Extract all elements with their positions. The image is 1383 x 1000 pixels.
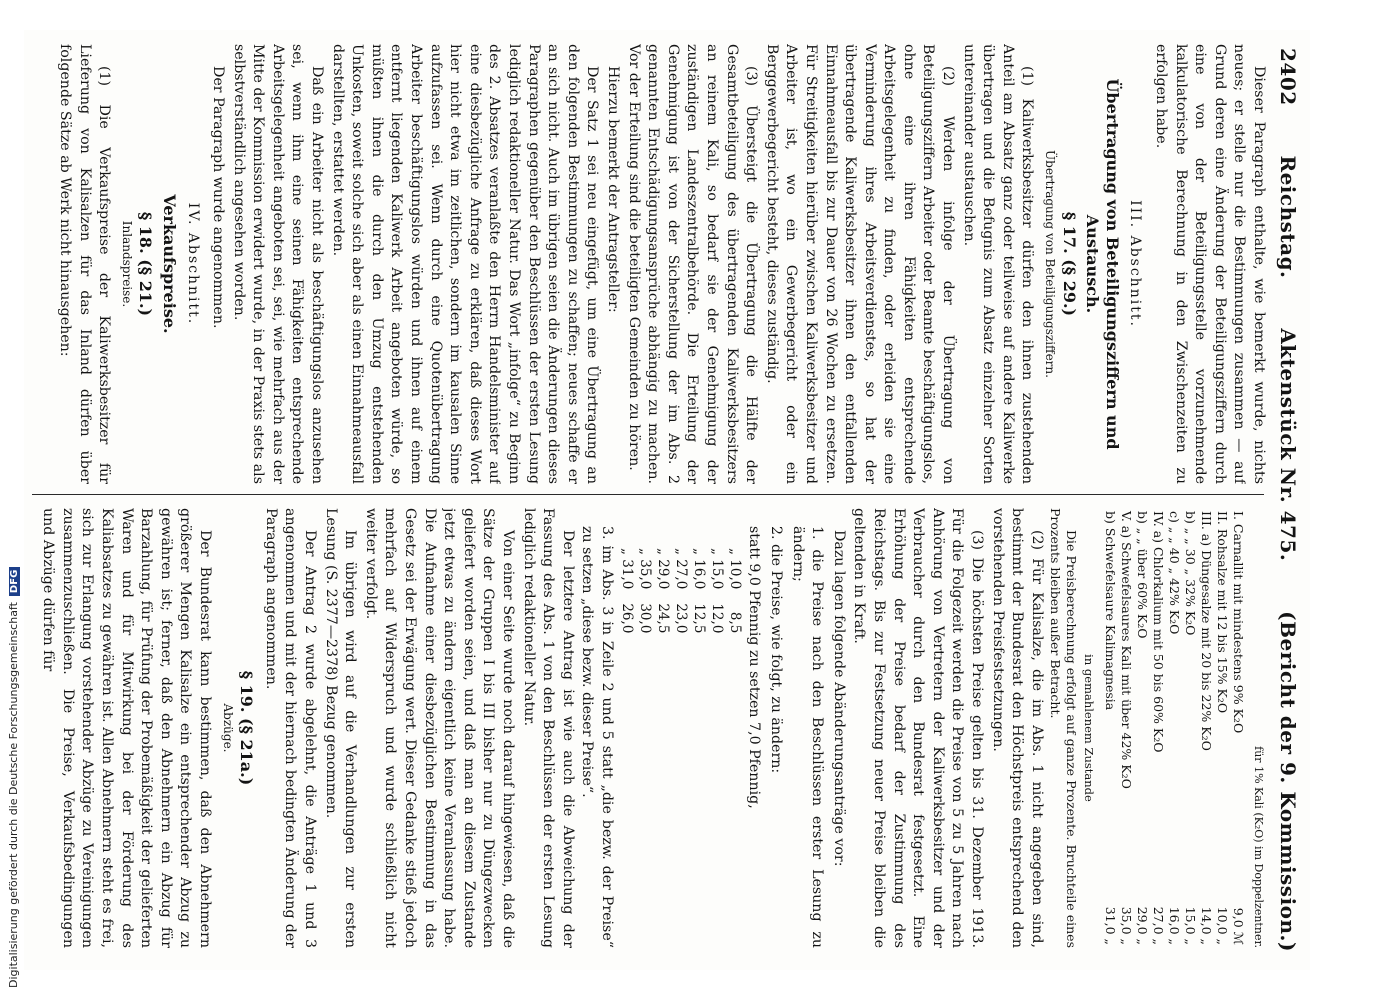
paragraph-accepted: Der Paragraph wurde angenommen. (210, 66, 227, 329)
amendment-3: 3. im Abs. 3 in Zeile 2 und 5 statt „die bezw. der Preise“ zu setzen „diese bezw. dieser Preise“. (579, 526, 615, 948)
price-brace-note: in gemahlenem Zustande (1082, 654, 1097, 802)
paragraph-17-clause-3: (3) Übersteigt die Übertragung die Hälfte der Gesamtbeteiligung des übertragenden Kaliwerksbesitzers an reinem Kali, so bedarf sie der Genehmigung der zuständigen Landeszentralbehörde. Die Erteilung der Genehmigung ist von der Sicherstellung der im Abs. 2 genannten Entschädigungsansprüche abhängig zu machen. Vor der Erteilung sind die beteiligten Gemeinden zu hören. (625, 44, 760, 484)
price-value: 9,0 ℳ (1231, 907, 1247, 945)
commentary-1: Der letztere Antrag ist wie auch die Abweichung der Fassung des Abs. 1 von den Beschlüssen der ersten Lesung lediglich redaktioneller Natur. (520, 508, 576, 948)
price-value: 35,0 „ (1119, 906, 1135, 945)
report-title: (Bericht der 9. Kommission.) (1276, 611, 1300, 952)
price-row (1134, 508, 1150, 948)
section-iii-label: III. Abschnitt. (1127, 200, 1144, 328)
rate-row (654, 548, 672, 647)
rate-to: 8,5 (726, 611, 743, 634)
digitization-credit-strip (0, 0, 24, 1000)
price-label: I. Carnallit mit mindestens 9% K₂O (1231, 511, 1247, 734)
document-number: Aktenstück Nr. 475. (1276, 328, 1300, 562)
rate-to: 23,0 (672, 603, 689, 634)
price-row (1182, 508, 1198, 948)
rates-intro: statt 9,0 Pfennig zu setzen 7,0 Pfennig, (746, 526, 763, 809)
rate-from: „ 31,0 (618, 548, 635, 590)
rate-row (708, 548, 726, 647)
rate-from: „ 35,0 (636, 548, 653, 590)
paragraph-17-title: § 17. (§ 29.) (1059, 211, 1079, 317)
rate-from: „ 15,0 (708, 548, 725, 590)
page-header (1272, 48, 1304, 952)
proposer-remark-1: Der Satz 1 sei neu eingefügt, um eine Übertragung an den folgenden Bestimmungen zu schaffen; neues schaffe er an sich nicht. Auch im übrigen seien die Änderungen dieses Paragraphen gegenüber den Beschlüssen der ersten Lesung lediglich redaktioneller Natur. Das Wort „infolge“ zu Beginn des 2. Absatzes veranlaßte den Herrn Handelsminister auf eine diesbezügliche Anfrage zu erklären, daß dieses Wort hier nicht etwa im zeitlichen, sondern im kausalen Sinne aufzufassen sei. Wenn durch eine Quotenübertragung Arbeiter beschäftigungslos würden und ihnen auf einem entfernt liegenden Kaliwerk Arbeit angeboten würde, so müßten ihnen die durch den Umzug entstehenden Unkosten, soweit solche sich aber als einen Einnahmeausfall darstellten, erstattet werden. (329, 44, 601, 484)
rate-row (636, 548, 654, 647)
dfg-logo: DFG (9, 567, 20, 596)
paragraph-17-clause-2: (2) Werden infolge der Übertragung von Beteiligungsziffern Arbeiter oder Beamte beschäftigungslos, ohne eine ihren Fähigkeiten entsprechende Arbeitsgelegenheit zu finden, oder erleiden sie eine Verminderung ihres Arbeitsverdienstes, so hat der übertragende Kaliwerksbesitzer ihnen den entfallenden Einnahmeausfall bis zur Dauer von 26 Wochen zu ersetzen. Für Streitigkeiten hierüber zwischen Kaliwerksbesitzer und Arbeiter ist, wo ein Gewerbegericht oder ein Berggewerbegericht besteht, dieses zuständig. (763, 44, 957, 484)
price-row (1230, 508, 1246, 948)
price-value: 27,0 „ (1151, 906, 1167, 945)
proposer-remark-2: Daß ein Arbeiter nicht als beschäftigungslos anzusehen sei, wenn ihm eine seinen Fähigkeiten entsprechende Arbeitsgelegenheit angeboten sei, sei, wie mehrfach aus der Mitte der Kommission erwidert wurde, in der Praxis stets als selbstverständlich angesehen worden. (230, 44, 326, 484)
column-divider (32, 494, 1264, 495)
section-iii-heading: Übertragung von Beteiligungsziffern und Austausch. (1083, 78, 1122, 450)
intro-paragraph: Dieser Paragraph enthalte, wie bemerkt wurde, nichts neues; er stelle nur die Bestimmungen zusammen — auf Grund deren eine Änderung der Beteiligungsziffern durch eine von der Beteiligungsstelle vorzunehmende kalkulatorische Berechnung in den Zwischenzeiten zu erfolgen habe. (1153, 44, 1267, 484)
commentary-4: Der Antrag 2 wurde abgelehnt, die Anträge 1 und 3 angenommen und mit der hiernach bedingten Änderung der Paragraph angenommen. (262, 508, 318, 948)
commentary-3: Im übrigen wird auf die Verhandlungen zur ersten Lesung (S. 2377—2378) Bezug genommen. (322, 508, 359, 948)
paragraph-17-subtitle: Übertragung von Beteiligungsziffern. (1043, 150, 1058, 378)
price-value: 16,0 „ (1167, 906, 1183, 945)
price-row (1118, 508, 1134, 948)
rate-row (672, 548, 690, 647)
price-label: b) „ „ 30 „ 32% K₂O (1183, 511, 1199, 636)
paragraph-18-clause-2: (2) Für Kalisalze, die im Abs. 1 nicht angegeben sind, bestimmt der Bundesrat den Höchstpreis entsprechend den vorstehenden Preisfestsetzungen. (989, 508, 1045, 948)
price-value: 10,0 „ (1215, 906, 1231, 945)
section-iv-label: IV. Abschnitt. (184, 202, 201, 326)
proposer-remark-intro: Hierzu bemerkt der Antragsteller: (605, 66, 621, 313)
rate-row (690, 548, 708, 647)
paragraph-19-subtitle: Abzüge. (220, 703, 235, 753)
price-value: 14,0 „ (1199, 906, 1215, 945)
rate-to: 24,5 (654, 603, 671, 634)
rate-to: 30,0 (636, 603, 653, 634)
credit-text: Digitalisierung gefördert durch die Deutsche Forschungsgemeinschaft (7, 602, 20, 988)
price-label: II. Rohsalze mit 12 bis 15% K₂O (1215, 511, 1231, 714)
price-table (1102, 508, 1246, 948)
rate-row (618, 548, 636, 647)
right-column (28, 508, 1268, 948)
commentary-2: Von einer Seite wurde noch darauf hingewiesen, daß die Sätze der Gruppen I bis III bisher nur zu Düngezwecken geliefert worden seien, und daß man an diesem Zustande jetzt etwas zu ändern eigentlich keine Veranlassung habe. Die Aufnahme einer diesbezüglichen Bestimmung in das Gesetz sei der Erwägung wert. Dieser Gedanke stieß jedoch mehrfach auf Widerspruch und wurde schließlich nicht weiter verfolgt. (362, 508, 516, 948)
amendment-1: 1. die Preise nach den Beschlüssen erster Lesung zu ändern; (789, 526, 826, 948)
price-row (1166, 508, 1182, 948)
paragraph-18-clause-3: (3) Die höchsten Preise gelten bis 31. Dezember 1913. Für die Folgezeit werden die Preise von 5 zu 5 Jahren nach Anhörung von Vertretern der Kaliwerksbesitzer und der Verbraucher durch den Bundesrat festgesetzt. Eine Erhöhung der Preise bedarf der Zustimmung des Reichstags. Bis zur Festsetzung neuer Preise bleiben die geltenden in Kraft. (851, 508, 986, 948)
rate-from: „ 29,0 (654, 548, 671, 590)
publication-title: Reichstag. (1276, 155, 1300, 279)
rotated-document-page (20, 30, 1310, 970)
rate-row (726, 548, 744, 647)
paragraph-19-title: § 19. (§ 21a.) (237, 670, 257, 786)
price-row (1102, 508, 1118, 948)
price-calculation-note: Die Preisberechnung erfolgt auf ganze Prozente. Bruchteile eines Prozents bleiben außer Betracht. (1047, 508, 1079, 948)
price-label: V. a) Schwefelsaures Kali mit über 42% K₂O (1119, 511, 1135, 789)
price-table-header: für 1% Kali (K₂O) im Doppelzentner. (1252, 746, 1265, 948)
rate-from: „ 27,0 (672, 548, 689, 590)
price-row (1150, 508, 1166, 948)
left-column (28, 44, 1268, 484)
price-row (1198, 508, 1214, 948)
price-value: 29,0 „ (1135, 906, 1151, 945)
digitization-credit (7, 567, 20, 988)
rate-to: 26,0 (618, 603, 635, 634)
price-value: 15,0 „ (1183, 906, 1199, 945)
price-label: III. a) Düngesalze mit 20 bis 22% K₂O (1199, 511, 1215, 751)
rate-from: „ 10,0 (726, 548, 743, 590)
paragraph-18-subtitle: Inlandspreise. (119, 220, 134, 308)
price-label: b) „ „ über 60% K₂O (1135, 511, 1151, 639)
paragraph-17-clause-1: (1) Kaliwerksbesitzer dürfen den ihnen zustehenden Anteil am Absatz ganz oder teilweise auf andere Kaliwerke übertragen und die Befugnis zum Absatz einzelner Sorten untereinander austauschen. (960, 44, 1036, 484)
amendment-2: 2. die Preise, wie folgt, zu ändern: (768, 526, 785, 774)
rate-from: „ 16,0 (690, 548, 707, 590)
rates-table (618, 548, 744, 647)
price-label: IV. a) Chlorkalium mit 50 bis 60% K₂O (1151, 511, 1167, 753)
price-row (1214, 508, 1230, 948)
rate-to: 12,0 (708, 603, 725, 634)
amendments-intro: Dazu lagen folgende Abänderungsanträge vor: (830, 530, 847, 867)
price-label: c) „ „ 40 „ 42% K₂O (1167, 511, 1183, 635)
paragraph-19-clause-1: Der Bundesrat kann bestimmen, daß den Abnehmern größerer Mengen Kalisalze ein entsprechender Abzug zu gewähren ist; ferner, daß den Abnehmern ein Abzug für Barzahlung, für Prüfung der Probemäßigkeit der gelieferten Waren und für Mitwirkung bei der Förderung des Kaliabsatzes zu gewähren ist. Allen Abnehmern steht es frei, sich zur Erlangung vorstehender Abzüge zu Vereinigungen zusammenzuschließen. Die Preise, Verkaufsbedingungen und Abzüge dürfen für (40, 508, 214, 948)
section-iv-heading: Verkaufspreise. (159, 194, 179, 334)
paragraph-18-clause-1: (1) Die Verkaufspreise der Kaliwerksbesitzer für Lieferung von Kalisalzen für das Inland dürfen über folgende Sätze ab Werk nicht hinausgehen: (56, 44, 113, 484)
rate-to: 12,5 (690, 603, 707, 634)
page-number: 2402 (1276, 48, 1300, 106)
paragraph-18-title: § 18. (§ 21.) (136, 211, 156, 317)
price-label: b) Schwefelsaure Kalimagnesia (1103, 511, 1119, 711)
price-value: 31,0 „ (1103, 906, 1119, 945)
